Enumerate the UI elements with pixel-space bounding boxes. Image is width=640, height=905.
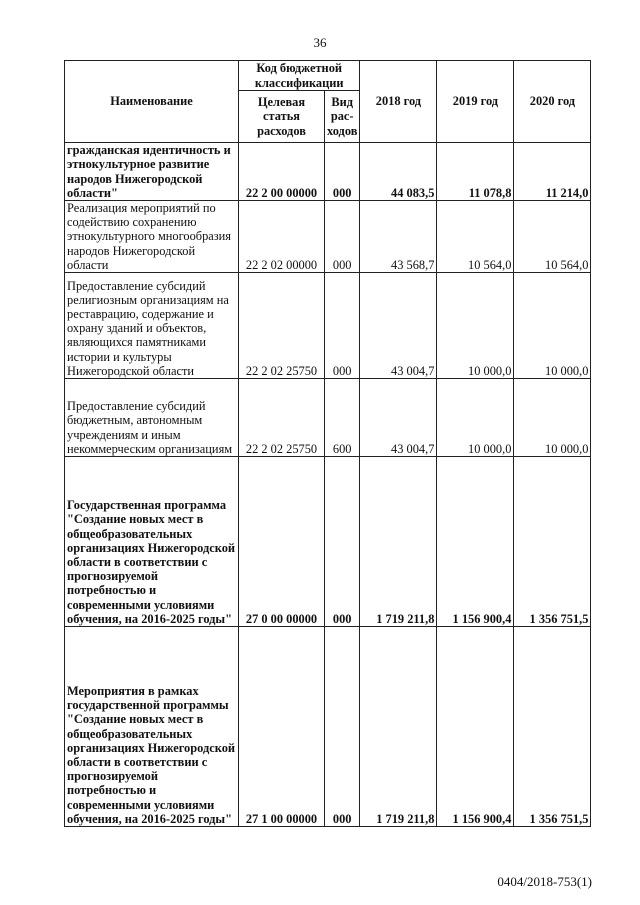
row-name: гражданская идентичность и этнокультурное развитие народов Нижегородской области" [65,143,239,201]
header-target-article: Целевая статья расходов [239,91,325,143]
row-2019: 1 156 900,4 [437,627,514,827]
row-name: Государственная программа "Создание новых мест в общеобразовательных организациях Нижегородской области в соответствии с прогнозируемой потребностью и современными условиями обучения, на 2016-2025 годы" [65,457,239,627]
table-row [65,143,591,201]
row-2018: 43 004,7 [360,379,437,457]
row-vid: 600 [325,379,360,457]
row-name: Мероприятия в рамках государственной программы "Создание новых мест в общеобразовательных организациях Нижегородской области в соответствии с прогнозируемой потребностью и современными условиями обучения, на 2016-2025 годы" [65,627,239,827]
row-name: Предоставление субсидий религиозным организациям на реставрацию, содержание и охрану зданий и объектов, являющихся памятниками истории и культуры Нижегородской области [65,273,239,379]
header-expense-type: Вид рас-ходов [325,91,360,143]
row-vid: 000 [325,457,360,627]
row-vid: 000 [325,273,360,379]
row-2019: 11 078,8 [437,143,514,201]
row-2019: 10 000,0 [437,273,514,379]
row-vid: 000 [325,143,360,201]
table-row [65,627,591,827]
row-2018: 1 719 211,8 [360,457,437,627]
row-2019: 1 156 900,4 [437,457,514,627]
header-code-group: Код бюджетной классификации [239,61,360,91]
table-row [65,201,591,273]
row-vid: 000 [325,201,360,273]
table-row [65,457,591,627]
row-code: 27 0 00 00000 [239,457,325,627]
row-2020: 10 000,0 [514,273,591,379]
row-2020: 1 356 751,5 [514,627,591,827]
row-code: 22 2 02 25750 [239,273,325,379]
row-name: Реализация мероприятий по содействию сохранению этнокультурного многообразия народов Нижегородской области [65,201,239,273]
table-row [65,273,591,379]
row-2019: 10 000,0 [437,379,514,457]
row-2018: 1 719 211,8 [360,627,437,827]
header-2019: 2019 год [437,61,514,143]
row-2019: 10 564,0 [437,201,514,273]
row-2018: 44 083,5 [360,143,437,201]
row-2020: 10 564,0 [514,201,591,273]
header-name: Наименование [65,61,239,143]
budget-table [64,60,591,827]
row-2020: 10 000,0 [514,379,591,457]
header-2018: 2018 год [360,61,437,143]
row-code: 22 2 00 00000 [239,143,325,201]
document-reference: 0404/2018-753(1) [497,874,592,889]
row-2020: 1 356 751,5 [514,457,591,627]
row-code: 22 2 02 25750 [239,379,325,457]
row-code: 22 2 02 00000 [239,201,325,273]
row-vid: 000 [325,627,360,827]
row-name: Предоставление субсидий бюджетным, автономным учреждениям и иным некоммерческим организациям [65,379,239,457]
table-row [65,379,591,457]
row-2018: 43 004,7 [360,273,437,379]
header-2020: 2020 год [514,61,591,143]
row-code: 27 1 00 00000 [239,627,325,827]
page-number: 36 [313,35,327,50]
row-2020: 11 214,0 [514,143,591,201]
row-2018: 43 568,7 [360,201,437,273]
